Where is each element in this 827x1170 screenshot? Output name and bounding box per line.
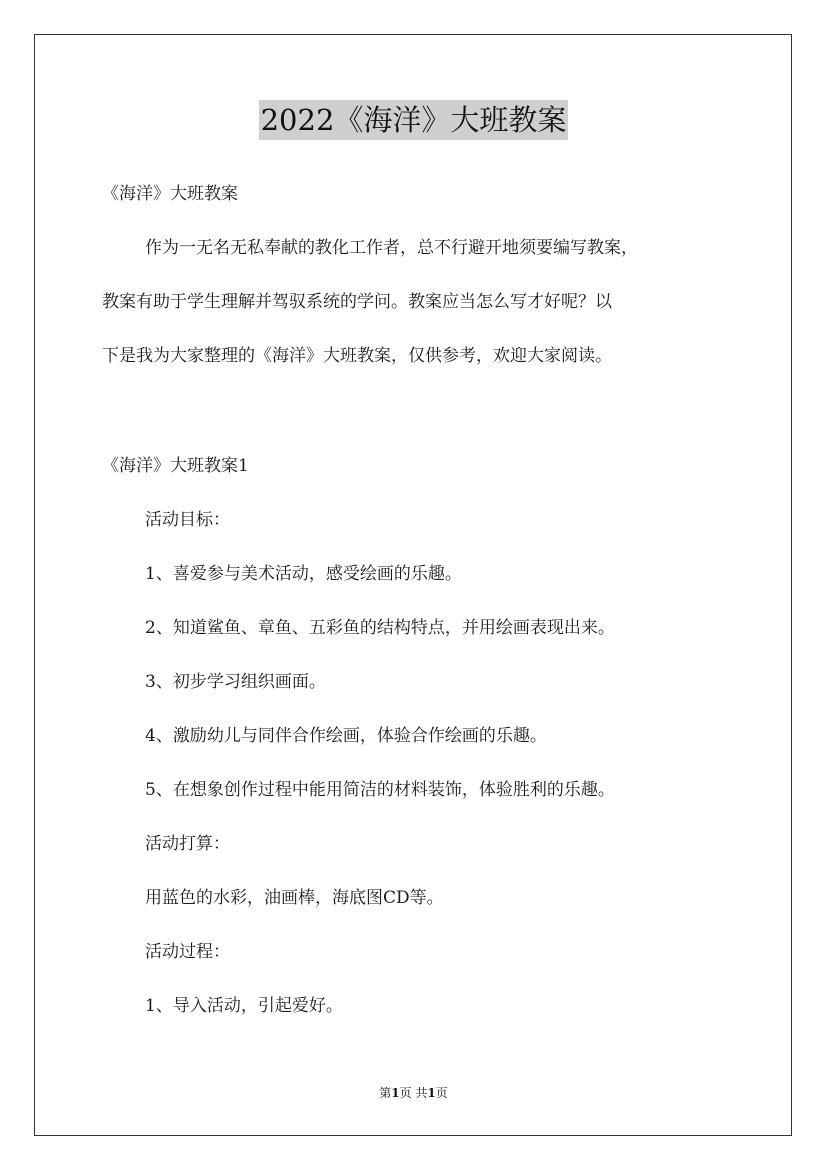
process-heading: 活动过程： [145, 942, 230, 962]
footer-prefix: 第 [379, 1086, 392, 1100]
footer-page-total: 1 [427, 1086, 436, 1100]
footer-page-current: 1 [391, 1086, 400, 1100]
footer-suffix: 页 [435, 1086, 448, 1100]
goal-item-3: 3、初步学习组织画面。 [145, 672, 326, 692]
prep-text: 用蓝色的水彩，油画棒，海底图CD等。 [145, 888, 444, 908]
goal-item-2: 2、知道鲨鱼、章鱼、五彩鱼的结构特点，并用绘画表现出来。 [145, 618, 615, 638]
goal-item-1: 1、喜爱参与美术活动，感受绘画的乐趣。 [145, 564, 462, 584]
document-subtitle: 《海洋》大班教案 [102, 184, 238, 204]
intro-line-3: 下是我为大家整理的《海洋》大班教案，仅供参考，欢迎大家阅读。 [102, 346, 612, 366]
intro-line-2: 教案有助于学生理解并驾驭系统的学问。教案应当怎么写才好呢？以 [102, 292, 612, 312]
intro-line-1: 作为一无名无私奉献的教化工作者，总不行避开地须要编写教案， [145, 238, 638, 258]
process-step-1: 1、导入活动，引起爱好。 [145, 996, 343, 1016]
goals-heading: 活动目标： [145, 510, 230, 530]
goal-item-4: 4、激励幼儿与同伴合作绘画，体验合作绘画的乐趣。 [145, 726, 547, 746]
footer-mid: 页 共 [399, 1086, 428, 1100]
goal-item-5: 5、在想象创作过程中能用简洁的材料装饰，体验胜利的乐趣。 [145, 780, 615, 800]
document-title: 2022《海洋》大班教案 [259, 100, 569, 140]
title-container [0, 100, 827, 140]
prep-heading: 活动打算： [145, 834, 230, 854]
page-footer [0, 1085, 827, 1101]
section-heading: 《海洋》大班教案1 [102, 456, 249, 476]
